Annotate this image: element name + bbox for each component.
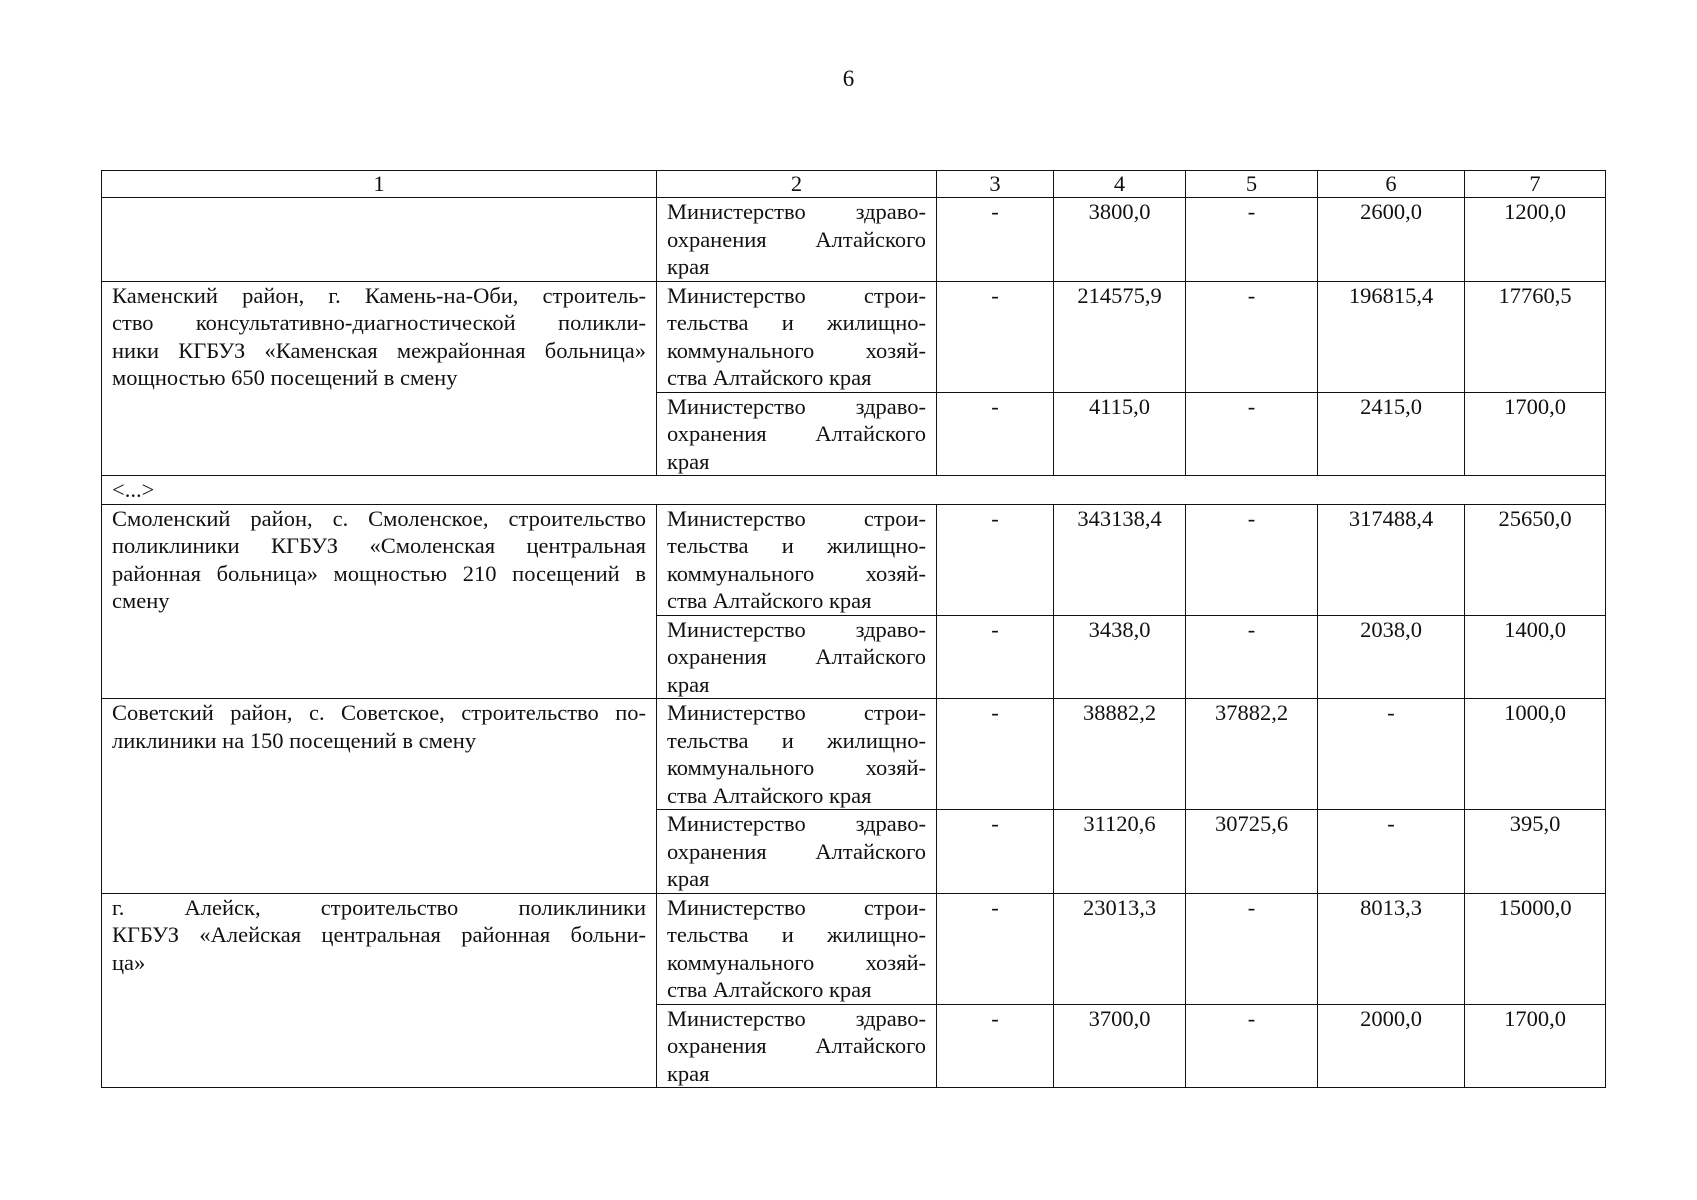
value-col3: -: [937, 810, 1054, 894]
column-header-6: 6: [1318, 171, 1465, 198]
value-col3: -: [937, 1004, 1054, 1088]
value-col6: 2038,0: [1318, 615, 1465, 699]
org-line: ства Алтайского края: [667, 588, 872, 613]
value-col5: -: [1186, 1004, 1318, 1088]
org-line: коммунального хозяй-: [667, 949, 926, 975]
project-line: ца»: [112, 949, 146, 975]
value-col7: 1200,0: [1465, 198, 1606, 282]
column-number-header-row: [102, 171, 1606, 198]
org-line: Министерство строи-: [667, 282, 926, 308]
column-header-3: 3: [937, 171, 1054, 198]
org-line: края: [667, 866, 710, 891]
value-col4: 3438,0: [1054, 615, 1186, 699]
value-col6: -: [1318, 699, 1465, 810]
value-col6: 2000,0: [1318, 1004, 1465, 1088]
value-col3: -: [937, 699, 1054, 810]
org-line: ства Алтайского края: [667, 365, 872, 390]
org-line: Министерство здраво-: [667, 811, 926, 836]
value-col7: 1000,0: [1465, 699, 1606, 810]
organization-cell: [657, 699, 937, 810]
value-col7: 25650,0: [1465, 504, 1606, 615]
org-line: Министерство здраво-: [667, 616, 926, 642]
org-line: охранения Алтайского: [667, 838, 926, 864]
value-col3: -: [937, 281, 1054, 392]
value-col7: 395,0: [1465, 810, 1606, 894]
project-line: г. Алейск, строительство поликлиники: [112, 894, 646, 920]
value-col3: -: [937, 392, 1054, 476]
value-col3: -: [937, 198, 1054, 282]
org-line: Министерство здраво-: [667, 393, 926, 419]
org-line: охранения Алтайского: [667, 226, 926, 252]
org-line: Министерство здраво-: [667, 1005, 926, 1031]
data-table: [101, 170, 1606, 1088]
project-line: ликлиники на 150 посещений в смену: [112, 727, 477, 753]
project-line: Смоленский район, с. Смоленское, строительство: [112, 505, 646, 531]
org-line: края: [667, 448, 710, 474]
value-col4: 23013,3: [1054, 893, 1186, 1004]
value-col5: -: [1186, 893, 1318, 1004]
value-col7: 1700,0: [1465, 1004, 1606, 1088]
value-col5: -: [1186, 281, 1318, 392]
org-line: края: [667, 254, 710, 279]
project-cell-empty: [102, 198, 657, 282]
project-cell: [102, 893, 657, 1088]
value-col5: -: [1186, 615, 1318, 699]
org-line: охранения Алтайского: [667, 421, 926, 446]
omission-row: [102, 476, 1606, 505]
value-col7: 17760,5: [1465, 281, 1606, 392]
project-line: поликлиники КГБУЗ «Смоленская центральная: [112, 533, 646, 558]
value-col3: -: [937, 504, 1054, 615]
project-line: ники КГБУЗ «Каменская межрайонная больница»: [112, 337, 646, 363]
org-line: ства Алтайского края: [667, 782, 872, 808]
ellipsis-marker: <...>: [102, 476, 1606, 505]
project-line: Советский район, с. Советское, строительство по-: [112, 700, 646, 725]
value-col4: 3700,0: [1054, 1004, 1186, 1088]
value-col6: 2600,0: [1318, 198, 1465, 282]
value-col7: 1400,0: [1465, 615, 1606, 699]
value-col5: -: [1186, 198, 1318, 282]
organization-cell: [657, 281, 937, 392]
column-header-1: 1: [102, 171, 657, 198]
column-header-5: 5: [1186, 171, 1318, 198]
organization-cell: [657, 1004, 937, 1088]
project-line: ство консультативно-диагностической поликли-: [112, 310, 646, 335]
project-cell: [102, 281, 657, 476]
org-line: охранения Алтайского: [667, 644, 926, 669]
value-col4: 38882,2: [1054, 699, 1186, 810]
org-line: коммунального хозяй-: [667, 755, 926, 780]
org-line: Министерство строи-: [667, 894, 926, 920]
value-col5: -: [1186, 392, 1318, 476]
org-line: Министерство здраво-: [667, 199, 926, 224]
org-line: тельства и жилищно-: [667, 533, 926, 558]
column-header-2: 2: [657, 171, 937, 198]
project-cell: [102, 504, 657, 699]
org-line: коммунального хозяй-: [667, 560, 926, 586]
value-col7: 15000,0: [1465, 893, 1606, 1004]
value-col3: -: [937, 615, 1054, 699]
value-col4: 4115,0: [1054, 392, 1186, 476]
organization-cell: [657, 504, 937, 615]
organization-cell: [657, 615, 937, 699]
org-line: тельства и жилищно-: [667, 727, 926, 753]
value-col6: 8013,3: [1318, 893, 1465, 1004]
value-col7: 1700,0: [1465, 392, 1606, 476]
value-col6: -: [1318, 810, 1465, 894]
column-header-4: 4: [1054, 171, 1186, 198]
organization-cell: [657, 893, 937, 1004]
value-col6: 317488,4: [1318, 504, 1465, 615]
org-line: Министерство строи-: [667, 505, 926, 531]
column-header-7: 7: [1465, 171, 1606, 198]
organization-cell: [657, 810, 937, 894]
project-line: мощностью 650 посещений в смену: [112, 365, 458, 390]
value-col6: 196815,4: [1318, 281, 1465, 392]
org-line: коммунального хозяй-: [667, 337, 926, 363]
org-line: края: [667, 671, 710, 697]
org-line: охранения Алтайского: [667, 1033, 926, 1058]
org-line: ства Алтайского края: [667, 977, 872, 1002]
value-col5: 30725,6: [1186, 810, 1318, 894]
value-col4: 343138,4: [1054, 504, 1186, 615]
value-col5: -: [1186, 504, 1318, 615]
project-line: районная больница» мощностью 210 посещений в: [112, 560, 646, 586]
organization-cell: [657, 392, 937, 476]
table-row: [102, 893, 1606, 1004]
org-line: тельства и жилищно-: [667, 922, 926, 947]
table-row: [102, 281, 1606, 392]
project-cell: [102, 699, 657, 894]
project-line: КГБУЗ «Алейская центральная районная больни-: [112, 922, 646, 947]
value-col4: 3800,0: [1054, 198, 1186, 282]
value-col5: 37882,2: [1186, 699, 1318, 810]
project-line: смену: [112, 588, 170, 613]
org-line: тельства и жилищно-: [667, 310, 926, 335]
value-col4: 31120,6: [1054, 810, 1186, 894]
project-line: Каменский район, г. Камень-на-Оби, строитель-: [112, 282, 646, 308]
table-row: [102, 699, 1606, 810]
value-col6: 2415,0: [1318, 392, 1465, 476]
value-col4: 214575,9: [1054, 281, 1186, 392]
org-line: Министерство строи-: [667, 700, 926, 725]
organization-cell: [657, 198, 937, 282]
org-line: края: [667, 1060, 710, 1086]
value-col3: -: [937, 893, 1054, 1004]
page-number: 6: [842, 66, 855, 91]
table-row: [102, 504, 1606, 615]
table-row: [102, 198, 1606, 282]
